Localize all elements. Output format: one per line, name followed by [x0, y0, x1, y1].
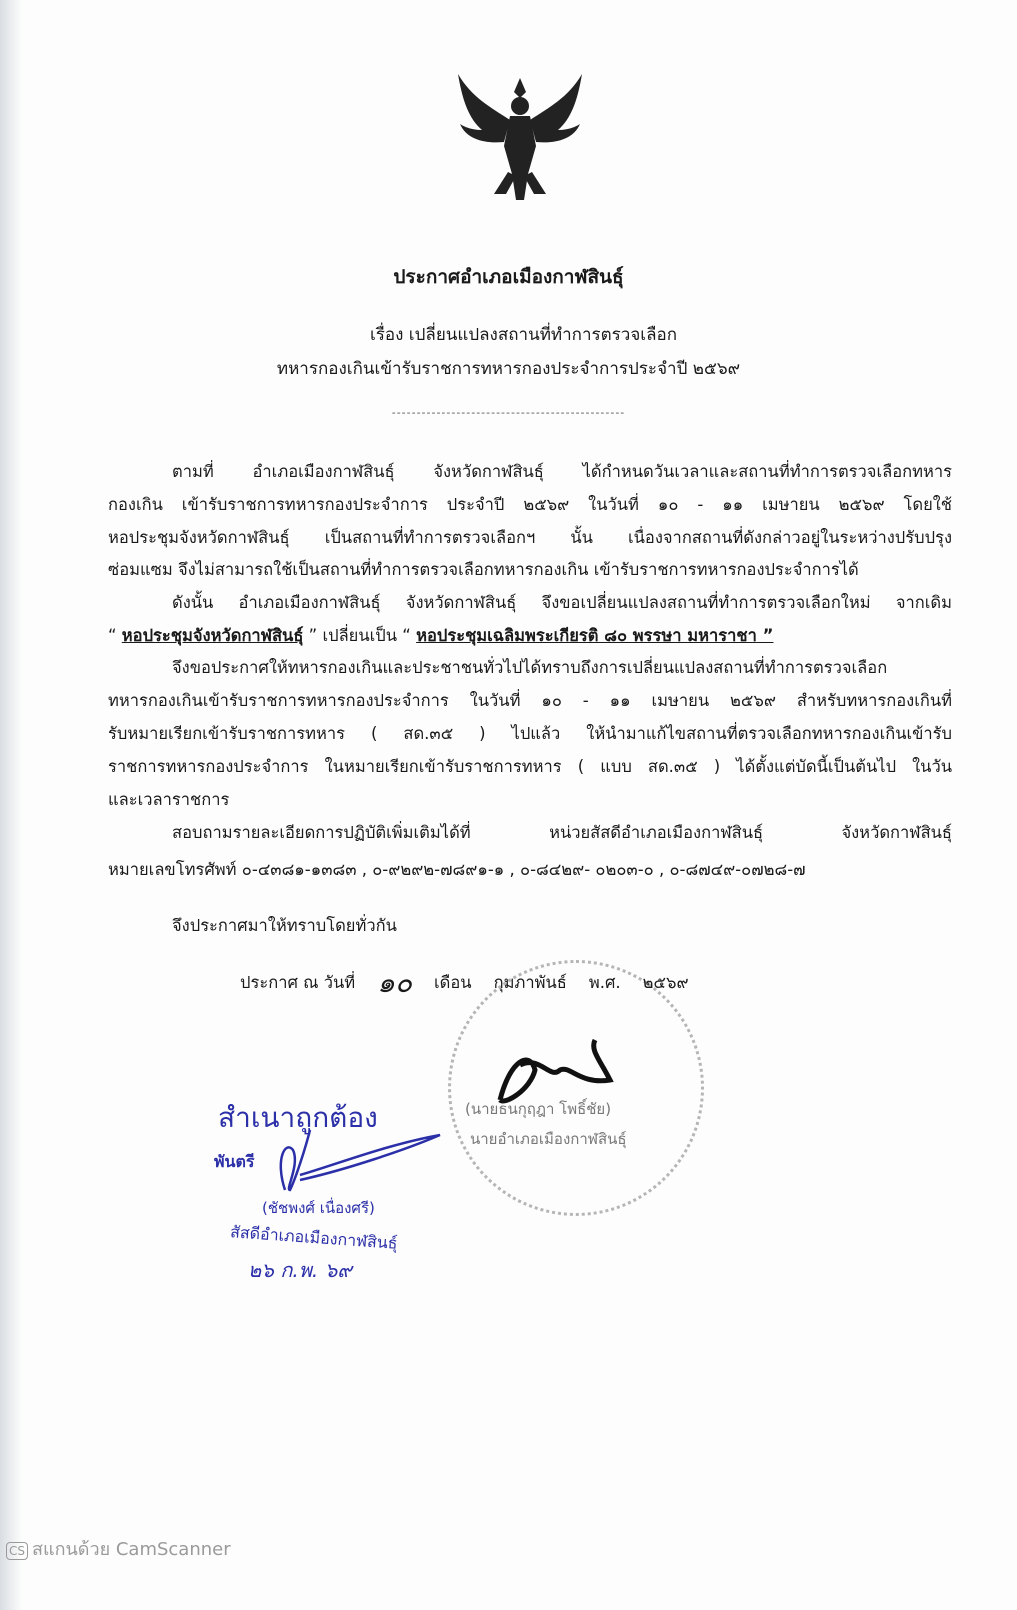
announcement-title: ประกาศอำเภอเมืองกาฬสินธุ์ — [393, 266, 624, 288]
signatory-position: นายอำเภอเมืองกาฬสินธุ์ — [470, 1130, 627, 1148]
certifier-rank: พันตรี — [214, 1152, 255, 1171]
month: กุมภาพันธ์ — [493, 973, 567, 992]
certified-copy-stamp: สำเนาถูกต้อง — [218, 1101, 378, 1134]
divider: ----------------------------------------------- — [391, 406, 626, 419]
body-line: และเวลาราชการ — [108, 790, 230, 809]
watermark-text: สแกนด้วย CamScanner — [32, 1539, 231, 1560]
body-line: ตามที่ อำเภอเมืองกาฬสินธุ์ จังหวัดกาฬสินธุ์ ได้กำหนดวันเวลาและสถานที่ทำการตรวจเลือกทหาร — [172, 462, 952, 481]
place-change-line: “ หอประชุมจังหวัดกาฬสินธุ์ ” เปลี่ยนเป็น “ หอประชุมเฉลิมพระเกียรติ ๘๐ พรรษา มหาราชา ” — [108, 626, 774, 645]
new-place: หอประชุมเฉลิมพระเกียรติ ๘๐ พรรษา มหาราชา — [416, 626, 757, 645]
camscanner-watermark — [6, 1534, 231, 1563]
phone-line: หมายเลขโทรศัพท์ ๐-๔๓๘๑-๑๓๘๓ , ๐-๙๒๙๒-๗๘๙๑-๑ , ๐-๘๔๒๙- ๐๒๐๓-๐ , ๐-๘๗๔๙-๐๗๒๘-๗ — [108, 860, 806, 879]
body-line: รับหมายเรียกเข้ารับราชการทหาร ( สด.๓๕ ) ไปแล้ว ให้นำมาแก้ไขสถานที่ตรวจเลือกทหารกองเกินเข้ารับ — [108, 724, 952, 743]
subject-line-1: เรื่อง เปลี่ยนแปลงสถานที่ทำการตรวจเลือก — [369, 325, 678, 345]
body-line: ราชการทหารกองประจำการ ในหมายเรียกเข้ารับราชการทหาร ( แบบ สด.๓๕ ) ได้ตั้งแต่บัดนี้เป็นต้นไป ในวัน — [108, 757, 952, 776]
certifier-signature — [255, 1120, 445, 1200]
date-line — [240, 966, 780, 999]
body-line: ซ่อมแซม จึงไม่สามารถใช้เป็นสถานที่ทำการตรวจเลือกทหารกองเกิน เข้ารับราชการทหารกองประจำการได้ — [108, 560, 859, 579]
change-text: เปลี่ยนเป็น — [322, 626, 398, 645]
body-line: สอบถามรายละเอียดการปฏิบัติเพิ่มเติมได้ที่ หน่วยสัสดีอำเภอเมืองกาฬสินธุ์ จังหวัดกาฬสินธุ์ — [172, 823, 952, 842]
scan-edge-shadow — [0, 0, 22, 1610]
body-line: หอประชุมจังหวัดกาฬสินธุ์ เป็นสถานที่ทำการตรวจเลือกฯ นั้น เนื่องจากสถานที่ดังกล่าวอยู่ในระหว่างปรับปรุง — [108, 528, 952, 547]
handwritten-date-note: ๒๖ ก.พ. ๖๙ — [248, 1258, 352, 1282]
certifier-name: (ชัชพงศ์ เนื่องศรี) — [262, 1199, 375, 1217]
closing-line: จึงประกาศมาให้ทราบโดยทั่วกัน — [172, 916, 397, 935]
date-prefix: ประกาศ ณ วันที่ — [240, 973, 356, 992]
body-line: ดังนั้น อำเภอเมืองกาฬสินธุ์ จังหวัดกาฬสินธุ์ จึงขอเปลี่ยนแปลงสถานที่ทำการตรวจเลือกใหม่ จากเดิม — [172, 593, 952, 612]
subject-line-2: ทหารกองเกินเข้ารับราชการทหารกองประจำการประจำปี ๒๕๖๙ — [276, 359, 741, 379]
year: ๒๕๖๙ — [642, 973, 689, 992]
body-line: จึงขอประกาศให้ทหารกองเกินและประชาชนทั่วไปได้ทราบถึงการเปลี่ยนแปลงสถานที่ทำการตรวจเลือก — [172, 658, 888, 677]
certifier-position: สัสดีอำเภอเมืองกาฬสินธุ์ — [229, 1222, 399, 1253]
garuda-emblem — [452, 68, 588, 204]
year-label: พ.ศ. — [588, 973, 621, 992]
month-label: เดือน — [434, 973, 472, 992]
body-line: กองเกิน เข้ารับราชการทหารกองประจำการ ประจำปี ๒๕๖๙ ในวันที่ ๑๐ - ๑๑ เมษายน ๒๕๖๙ โดยใช้ — [108, 495, 952, 514]
body-line: ทหารกองเกินเข้ารับราชการทหารกองประจำการ ในวันที่ ๑๐ - ๑๑ เมษายน ๒๕๖๙ สำหรับทหารกองเกินที่ — [108, 691, 952, 710]
camscanner-logo-icon: CS — [6, 1542, 28, 1560]
signatory-name: (นายธนกุฤฎา โพธิ์ชัย) — [465, 1100, 612, 1118]
old-place: หอประชุมจังหวัดกาฬสินธุ์ — [121, 626, 304, 645]
date-day-handwritten: ๑๐ — [377, 966, 413, 999]
